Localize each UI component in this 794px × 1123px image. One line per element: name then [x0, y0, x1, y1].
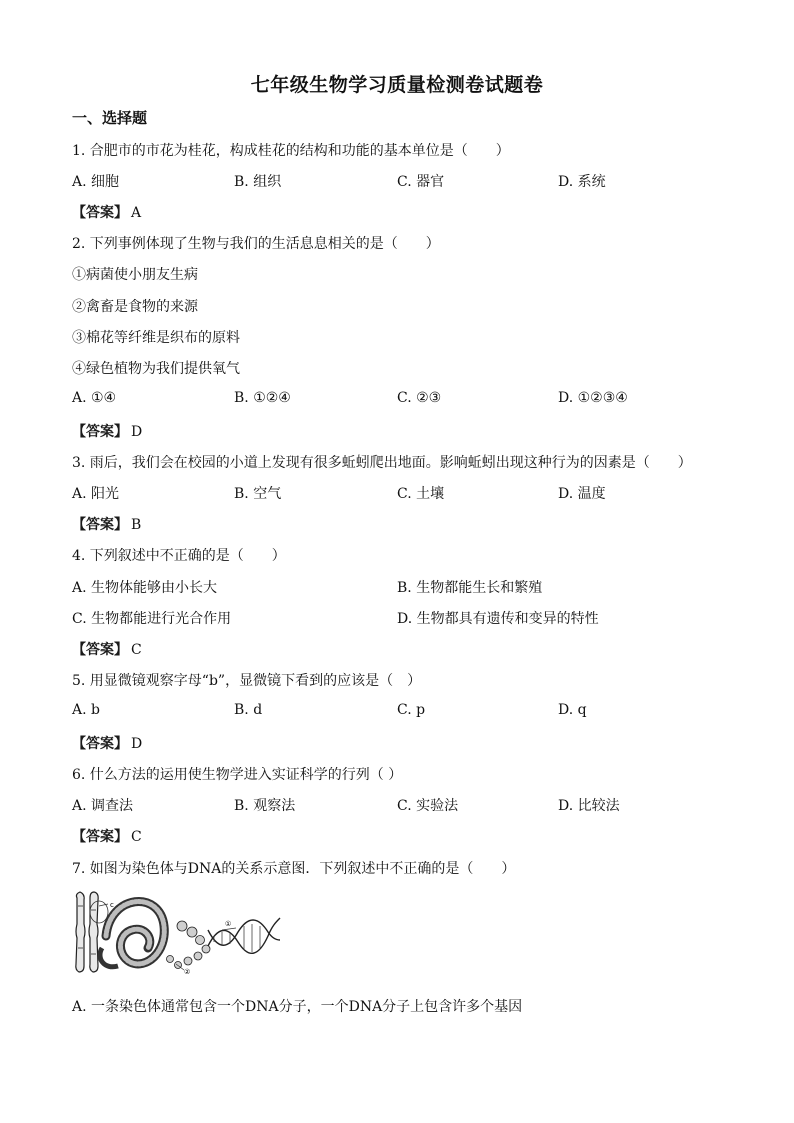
question-1-options: [72, 171, 732, 191]
answer-tag: 【答案】: [72, 642, 128, 658]
option-a: A. b: [72, 702, 100, 718]
question-3-stem: 3. 雨后，我们会在校园的小道上发现有很多蚯蚓爬出地面。影响蚯蚓出现这种行为的因素是（ ）: [72, 455, 692, 471]
label-1: ①: [225, 920, 232, 928]
option-b: B. 空气: [234, 486, 282, 502]
option-c: C. 器官: [397, 174, 445, 190]
answer-value: C: [131, 642, 142, 658]
question-1-answer: [72, 202, 141, 222]
question-7-option-a: A. 一条染色体通常包含一个DNA分子，一个DNA分子上包含许多个基因: [72, 999, 523, 1015]
answer-value: D: [131, 736, 143, 752]
dna-base-pairs: [214, 924, 260, 952]
answer-tag: 【答案】: [72, 205, 128, 221]
question-3-options: [72, 483, 732, 503]
question-1-stem: 1. 合肥市的市花为桂花，构成桂花的结构和功能的基本单位是（ ）: [72, 143, 510, 159]
option-a: A. ①④: [72, 390, 117, 406]
option-a: A. 细胞: [72, 174, 120, 190]
option-b: B. 组织: [234, 174, 282, 190]
question-5-stem: 5. 用显微镜观察字母“b”，显微镜下看到的应该是（ ）: [72, 673, 422, 689]
answer-tag: 【答案】: [72, 424, 128, 440]
option-b: B. 观察法: [234, 798, 296, 814]
leader-line: [222, 928, 236, 930]
answer-tag: 【答案】: [72, 736, 128, 752]
page-title: 七年级生物学习质量检测卷试题卷: [250, 74, 544, 96]
question-2-item-4: ④绿色植物为我们提供氧气: [72, 361, 240, 377]
option-b: B. 生物都能生长和繁殖: [397, 580, 543, 596]
answer-value: C: [131, 829, 142, 845]
option-d: D. q: [558, 702, 587, 718]
question-4-options-row-2: [72, 608, 732, 628]
option-d: D. 生物都具有遗传和变异的特性: [397, 611, 599, 627]
question-4-options-row-1: [72, 577, 732, 597]
option-c: C. p: [397, 702, 426, 718]
question-2-item-3: ③棉花等纤维是织布的原料: [72, 330, 240, 346]
option-c: C. ②③: [397, 390, 442, 406]
question-4-answer: [72, 639, 142, 659]
option-d: D. 比较法: [558, 798, 620, 814]
option-c: C. 实验法: [397, 798, 459, 814]
option-d: D. ①②③④: [558, 390, 628, 406]
answer-value: D: [131, 424, 143, 440]
chromosome-dna-diagram: [72, 886, 282, 978]
question-2-answer: [72, 421, 142, 441]
option-a: A. 阳光: [72, 486, 120, 502]
question-2-options: [72, 390, 732, 410]
nucleosome-chain: [167, 921, 211, 969]
question-2-item-2: ②禽畜是食物的来源: [72, 299, 198, 315]
question-6-options: [72, 795, 732, 815]
section-heading: 一、选择题: [72, 109, 148, 127]
option-c: C. 土壤: [397, 486, 445, 502]
question-6-answer: [72, 826, 142, 846]
question-2-stem: 2. 下列事例体现了生物与我们的生活息息相关的是（ ）: [72, 236, 440, 252]
question-5-options: [72, 702, 732, 722]
option-c: C. 生物都能进行光合作用: [72, 611, 232, 627]
option-d: D. 温度: [558, 486, 606, 502]
answer-tag: 【答案】: [72, 517, 128, 533]
question-5-answer: [72, 733, 142, 753]
label-2: ②: [184, 968, 191, 976]
label-c: c: [110, 901, 114, 909]
question-7-stem: 7. 如图为染色体与DNA的关系示意图．下列叙述中不正确的是（ ）: [72, 861, 516, 877]
question-2-item-1: ①病菌使小朋友生病: [72, 267, 198, 283]
chromosome-shape: [76, 892, 98, 972]
option-b: B. ①②④: [234, 390, 291, 406]
chromosome-dna-figure: [72, 886, 282, 978]
fiber-tail: [100, 948, 118, 967]
answer-value: A: [131, 205, 142, 221]
option-d: D. 系统: [558, 174, 606, 190]
answer-value: B: [131, 517, 142, 533]
option-b: B. d: [234, 702, 263, 718]
question-4-stem: 4. 下列叙述中不正确的是（ ）: [72, 548, 286, 564]
question-6-stem: 6. 什么方法的运用使生物学进入实证科学的行列（ ）: [72, 767, 403, 783]
answer-tag: 【答案】: [72, 829, 128, 845]
option-a: A. 生物体能够由小长大: [72, 580, 218, 596]
option-a: A. 调查法: [72, 798, 134, 814]
question-3-answer: [72, 514, 141, 534]
